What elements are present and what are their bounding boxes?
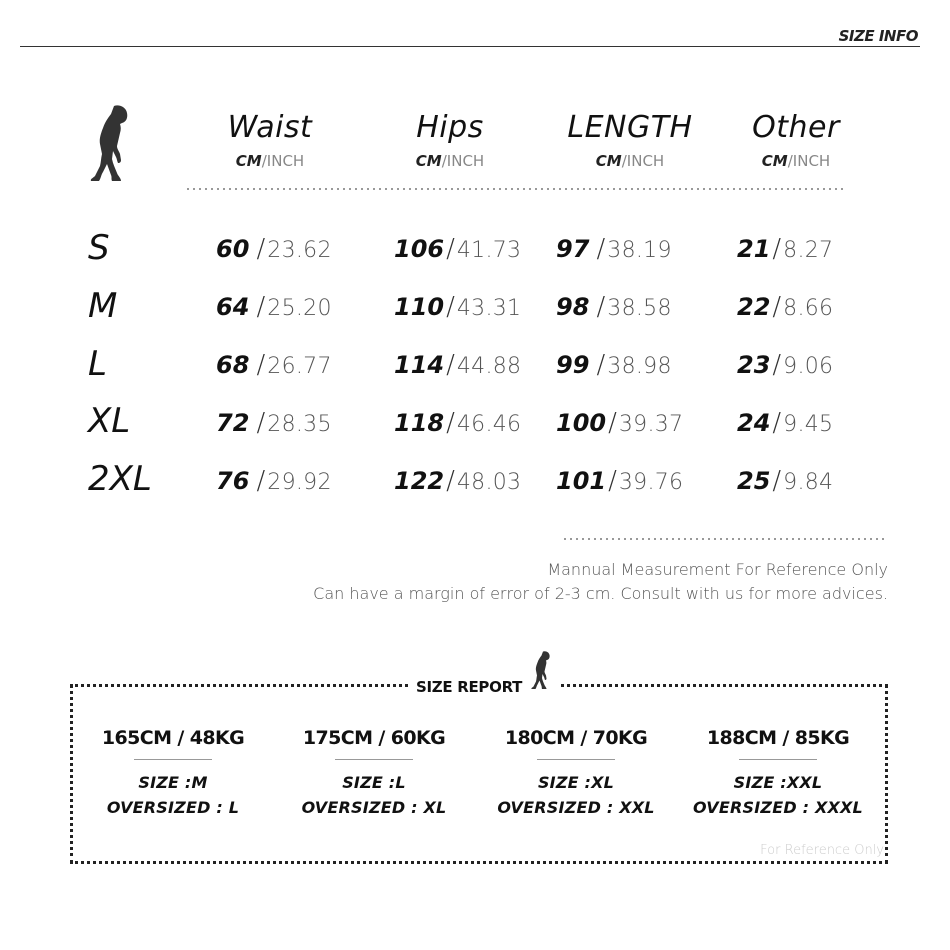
table-cell: 64 /25.20 [216,292,332,322]
column-unit: CM/INCH [235,152,305,170]
table-cell: 100/39.37 [556,408,684,438]
table-cell: 22/8.66 [737,292,834,322]
column-title: Hips [416,110,484,145]
size-label-2xl: 2XL [88,459,152,499]
recommended-size: SIZE :XL [537,773,615,792]
size-label-l: L [88,344,107,384]
column-header-length [550,110,710,172]
hominid-silhouette-icon [528,649,552,700]
size-profile [476,725,676,820]
height-weight: 188CM / 85KG [706,727,850,749]
profile-divider [335,759,413,760]
column-unit: CM/INCH [415,152,485,170]
table-cell: 25/9.84 [737,466,834,496]
oversized-size: OVERSIZED : XL [301,798,447,817]
size-report-title: SIZE REPORT [416,678,523,696]
table-cell: 110/43.31 [394,292,522,322]
recommended-size: SIZE :XXL [733,773,823,792]
table-cell: 24/9.45 [737,408,834,438]
table-cell: 72 /28.35 [216,408,332,438]
height-weight: 180CM / 70KG [504,727,648,749]
recommended-size: SIZE :L [342,773,406,792]
profile-divider [134,759,212,760]
table-cell: 68 /26.77 [216,350,332,380]
table-cell: 21/8.27 [737,234,834,264]
size-label-m: M [88,286,118,326]
table-cell: 98 /38.58 [556,292,672,322]
table-cell: 97 /38.19 [556,234,672,264]
column-header-hips [370,110,530,172]
header-divider [20,46,920,47]
table-cell: 122/48.03 [394,466,522,496]
measurement-note: Mannual Measurement For Reference Only [547,560,888,579]
column-unit: CM/INCH [761,152,831,170]
table-cell: 76 /29.92 [216,466,332,496]
size-report-heading [408,640,560,700]
size-profile [73,725,273,820]
oversized-size: OVERSIZED : XXXL [693,798,863,817]
oversized-size: OVERSIZED : XXL [497,798,655,817]
page-title: SIZE INFO [838,27,918,45]
table-cell: 106/41.73 [394,234,522,264]
table-cell: 99 /38.98 [556,350,672,380]
column-title: Other [752,110,840,145]
column-title: LENGTH [567,110,693,145]
size-profile [274,725,474,820]
column-unit: CM/INCH [595,152,665,170]
height-weight: 175CM / 60KG [302,727,446,749]
column-header-other [716,110,876,172]
table-cell: 101/39.76 [556,466,684,496]
profile-divider [739,759,817,760]
table-cell: 60 /23.62 [216,234,332,264]
table-cell: 114/44.88 [394,350,522,380]
column-title: Waist [227,110,313,145]
table-cell: 23/9.06 [737,350,834,380]
size-profile [678,725,878,820]
size-label-s: S [88,228,110,268]
profile-divider [537,759,615,760]
column-header-waist [190,110,350,172]
oversized-size: OVERSIZED : L [106,798,240,817]
size-label-xl: XL [88,401,131,441]
height-weight: 165CM / 48KG [101,727,245,749]
table-cell: 118/46.46 [394,408,522,438]
header-dotted-divider [185,188,845,190]
hominid-silhouette-icon [84,104,132,190]
notes-dotted-divider [562,538,884,540]
recommended-size: SIZE :M [138,773,208,792]
reference-footnote: For Reference Only [760,843,884,858]
margin-note: Can have a margin of error of 2-3 cm. Consult with us for more advices. [313,584,888,603]
